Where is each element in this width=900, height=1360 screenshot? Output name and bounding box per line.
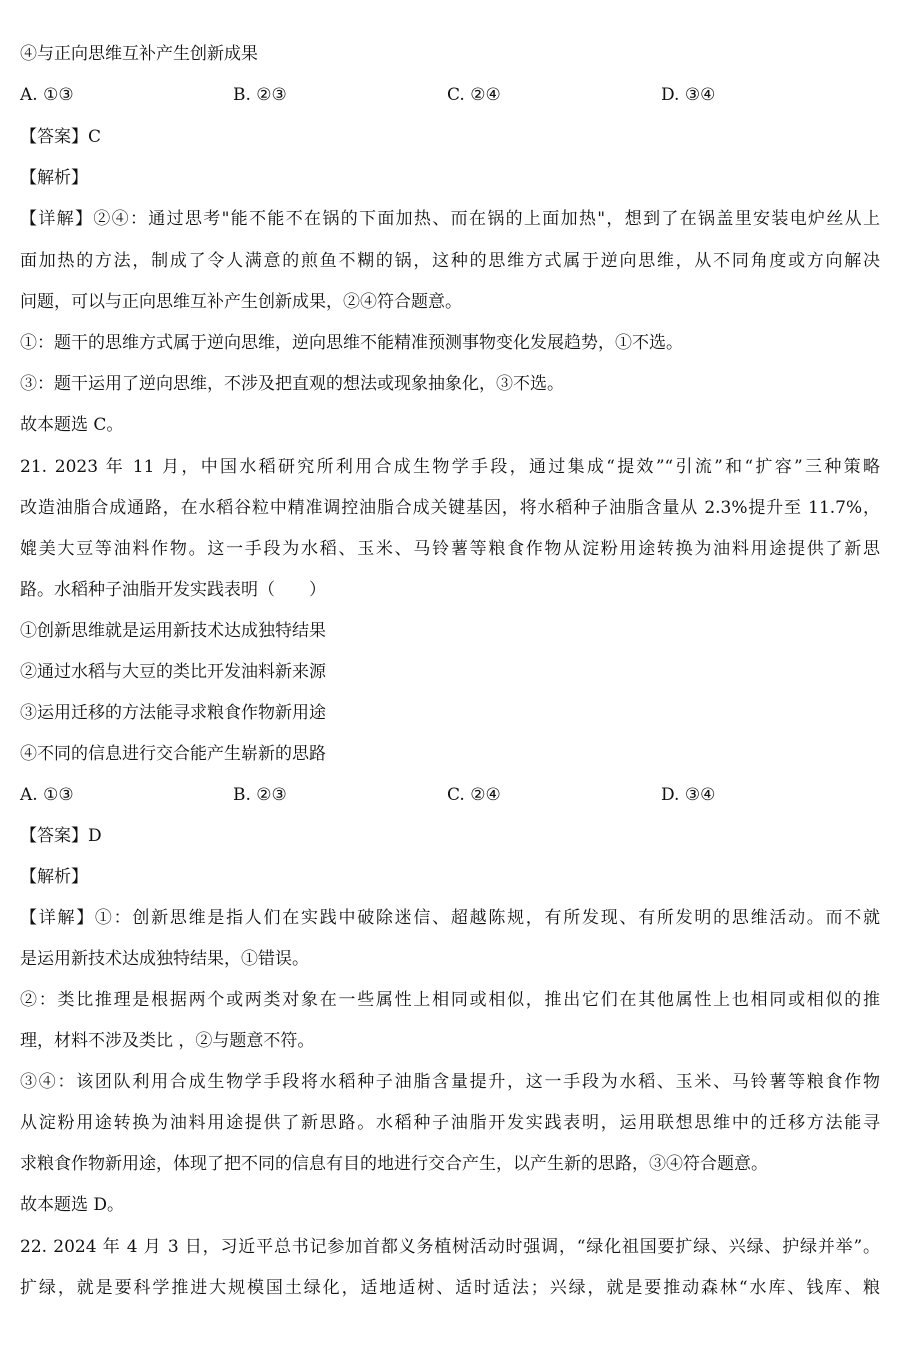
q22-stem-line: 22. 2024 年 4 月 3 日，习近平总书记参加首都义务植树活动时强调，“绿化祖国要扩绿、兴绿、护绿并举”。 [20, 1237, 880, 1257]
q20-choice-c: C. ②④ [447, 85, 501, 105]
q21-stem-line: 媲美大豆等油料作物。这一手段为水稻、玉米、马铃薯等粮食作物从淀粉用途转换为油料用途提供了新思 [20, 539, 880, 559]
q22-stem-line: 扩绿，就是要科学推进大规模国土绿化，适地适树、适时适法；兴绿，就是要推动森林“水库、钱库、粮 [20, 1278, 880, 1298]
q20-detail-line: ①：题干的思维方式属于逆向思维，逆向思维不能精准预测事物变化发展趋势，①不选。 [20, 333, 683, 353]
q21-choice-b: B. ②③ [233, 785, 287, 805]
q21-detail-line: 从淀粉用途转换为油料用途提供了新思路。水稻种子油脂开发实践表明，运用联想思维中的迁移方法能寻 [20, 1113, 880, 1133]
q21-option-1: ①创新思维就是运用新技术达成独特结果 [20, 621, 326, 641]
q21-detail-line: 理，材料不涉及类比 ，②与题意不符。 [20, 1031, 315, 1051]
q20-conclusion: 故本题选 C。 [20, 415, 124, 435]
q20-detail-line: 面加热的方法，制成了令人满意的煎鱼不糊的锅，这种的思维方式属于逆向思维，从不同角度或方向解决 [20, 251, 880, 271]
q21-detail-line: 求粮食作物新用途，体现了把不同的信息有目的地进行交合产生，以产生新的思路，③④符合题意。 [20, 1154, 768, 1174]
q21-stem-line: 21. 2023 年 11 月，中国水稻研究所利用合成生物学手段，通过集成“提效”“引流”和“扩容”三种策略 [20, 457, 880, 477]
q21-option-2: ②通过水稻与大豆的类比开发油料新来源 [20, 662, 326, 682]
q20-choice-b: B. ②③ [233, 85, 287, 105]
q21-stem-line: 路。水稻种子油脂开发实践表明（ ） [20, 580, 326, 600]
q21-choice-d: D. ③④ [661, 785, 716, 805]
q20-choice-d: D. ③④ [661, 85, 716, 105]
q21-choice-c: C. ②④ [447, 785, 501, 805]
q21-option-3: ③运用迁移的方法能寻求粮食作物新用途 [20, 703, 326, 723]
q21-detail-line: 是运用新技术达成独特结果，①错误。 [20, 949, 309, 969]
q21-detail-line: ②：类比推理是根据两个或两类对象在一些属性上相同或相似，推出它们在其他属性上也相同或相似的推 [20, 990, 880, 1010]
q20-detail-line: 问题，可以与正向思维互补产生创新成果，②④符合题意。 [20, 292, 462, 312]
q21-option-4: ④不同的信息进行交合能产生崭新的思路 [20, 744, 326, 764]
q21-detail-line: 【详解】①：创新思维是指人们在实践中破除迷信、超越陈规，有所发现、有所发明的思维活动。而不就 [20, 908, 880, 928]
q20-option-4: ④与正向思维互补产生创新成果 [20, 44, 258, 64]
q20-answer: 【答案】C [20, 127, 102, 147]
q20-analysis-heading: 【解析】 [20, 168, 88, 188]
q21-answer: 【答案】D [20, 826, 102, 846]
q21-choice-a: A. ①③ [20, 785, 74, 805]
q21-conclusion: 故本题选 D。 [20, 1195, 125, 1215]
q20-detail-line: ③：题干运用了逆向思维，不涉及把直观的想法或现象抽象化，③不选。 [20, 374, 564, 394]
q20-choice-a: A. ①③ [20, 85, 74, 105]
q21-detail-line: ③④：该团队利用合成生物学手段将水稻种子油脂含量提升，这一手段为水稻、玉米、马铃薯等粮食作物 [20, 1072, 880, 1092]
q21-stem-line: 改造油脂合成通路，在水稻谷粒中精准调控油脂合成关键基因，将水稻种子油脂含量从 2.3%提升至 11.7%， [20, 498, 880, 518]
q21-analysis-heading: 【解析】 [20, 867, 88, 887]
q20-detail-line: 【详解】②④：通过思考"能不能不在锅的下面加热、而在锅的上面加热"，想到了在锅盖里安装电炉丝从上 [20, 209, 880, 229]
